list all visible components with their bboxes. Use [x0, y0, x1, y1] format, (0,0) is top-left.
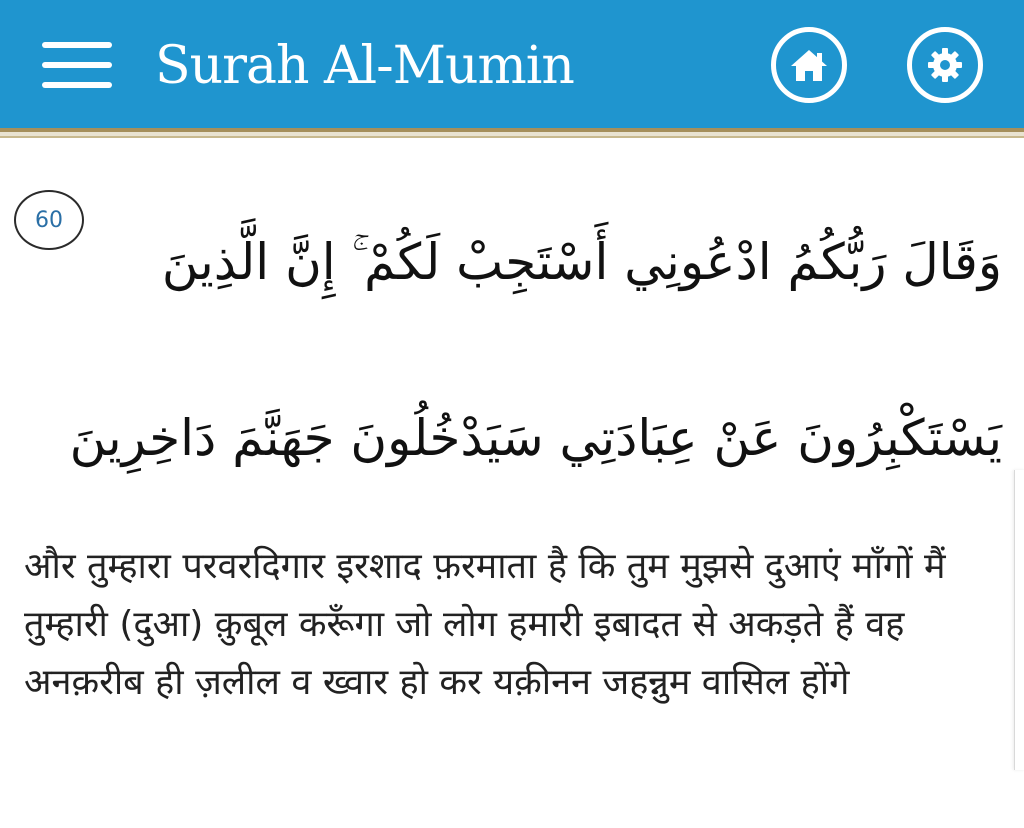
verse-translation: और तुम्हारा परवरदिगार इरशाद फ़रमाता है कि तुम मुझसे दुआएं माँगों मैं तुम्हारी (दुआ) क़ुबूल करूँगा जो लोग हमारी इबादत से अकड़ते हैं वह अनक़रीब ही ज़लील व ख्वार हो कर यक़ीनन जहन्नुम वासिल होंगे — [24, 546, 946, 703]
home-button[interactable] — [771, 27, 847, 103]
hamburger-menu-icon-line — [42, 62, 112, 68]
gear-icon — [924, 44, 966, 86]
hamburger-menu-icon — [42, 42, 112, 48]
app-bar — [0, 0, 1024, 128]
arabic-verse-line-1: وَقَالَ رَبُّكُمُ ادْعُونِي أَسْتَجِبْ لَكُمْ ۚ إِنَّ الَّذِينَ — [161, 233, 1002, 291]
menu-button[interactable] — [42, 42, 112, 88]
verse-number-badge: 60 — [14, 190, 84, 250]
arabic-verse-line-2: يَسْتَكْبِرُونَ عَنْ عِبَادَتِي سَيَدْخُلُونَ جَهَنَّمَ دَاخِرِينَ — [69, 409, 1002, 467]
scrollbar[interactable] — [1014, 470, 1024, 770]
hamburger-menu-icon-line — [42, 82, 112, 88]
settings-button[interactable] — [907, 27, 983, 103]
header-divider — [0, 128, 1024, 142]
page-title: Surah Al-Mumin — [155, 36, 574, 96]
home-icon — [788, 46, 830, 84]
